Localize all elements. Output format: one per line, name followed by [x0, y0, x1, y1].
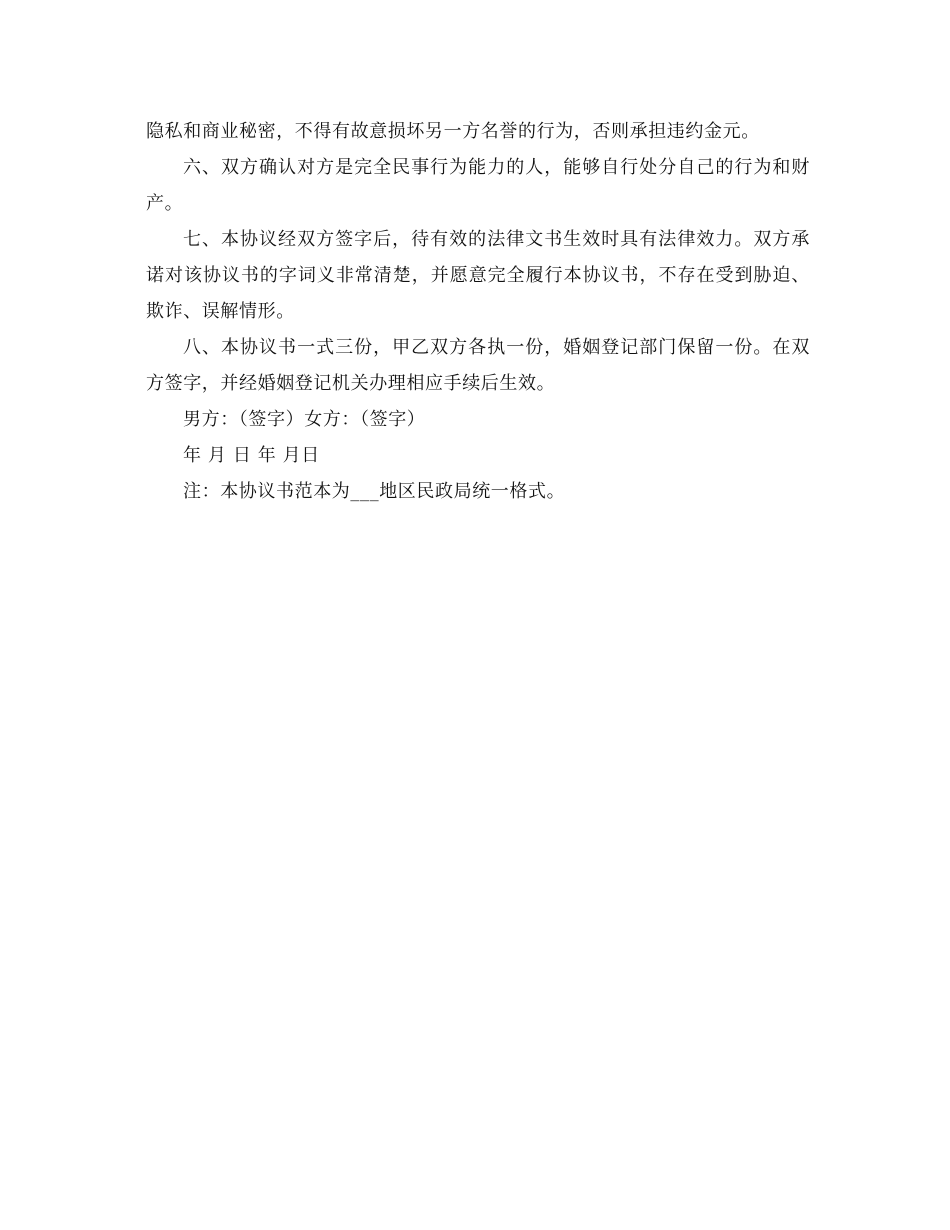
paragraph-privacy-continuation: 隐私和商业秘密，不得有故意损坏另一方名誉的行为，否则承担违约金元。 — [146, 121, 760, 142]
date-line: 年 月 日 年 月日 — [183, 445, 320, 466]
footnote: 注：本协议书范本为___地区民政局统一格式。 — [183, 481, 566, 502]
signature-line: 男方：（签字）女方：（签字） — [183, 409, 426, 430]
document-page — [146, 114, 810, 510]
paragraph-clause-eight: 八、本协议书一式三份，甲乙双方各执一份，婚姻登记部门保留一份。在双方签字，并经婚姻登记机关办理相应手续后生效。 — [146, 337, 810, 394]
paragraph-clause-six: 六、双方确认对方是完全民事行为能力的人，能够自行处分自己的行为和财产。 — [146, 157, 810, 214]
paragraph-clause-seven: 七、本协议经双方签字后，待有效的法律文书生效时具有法律效力。双方承诺对该协议书的字词义非常清楚，并愿意完全履行本协议书，不存在受到胁迫、欺诈、误解情形。 — [146, 229, 810, 322]
